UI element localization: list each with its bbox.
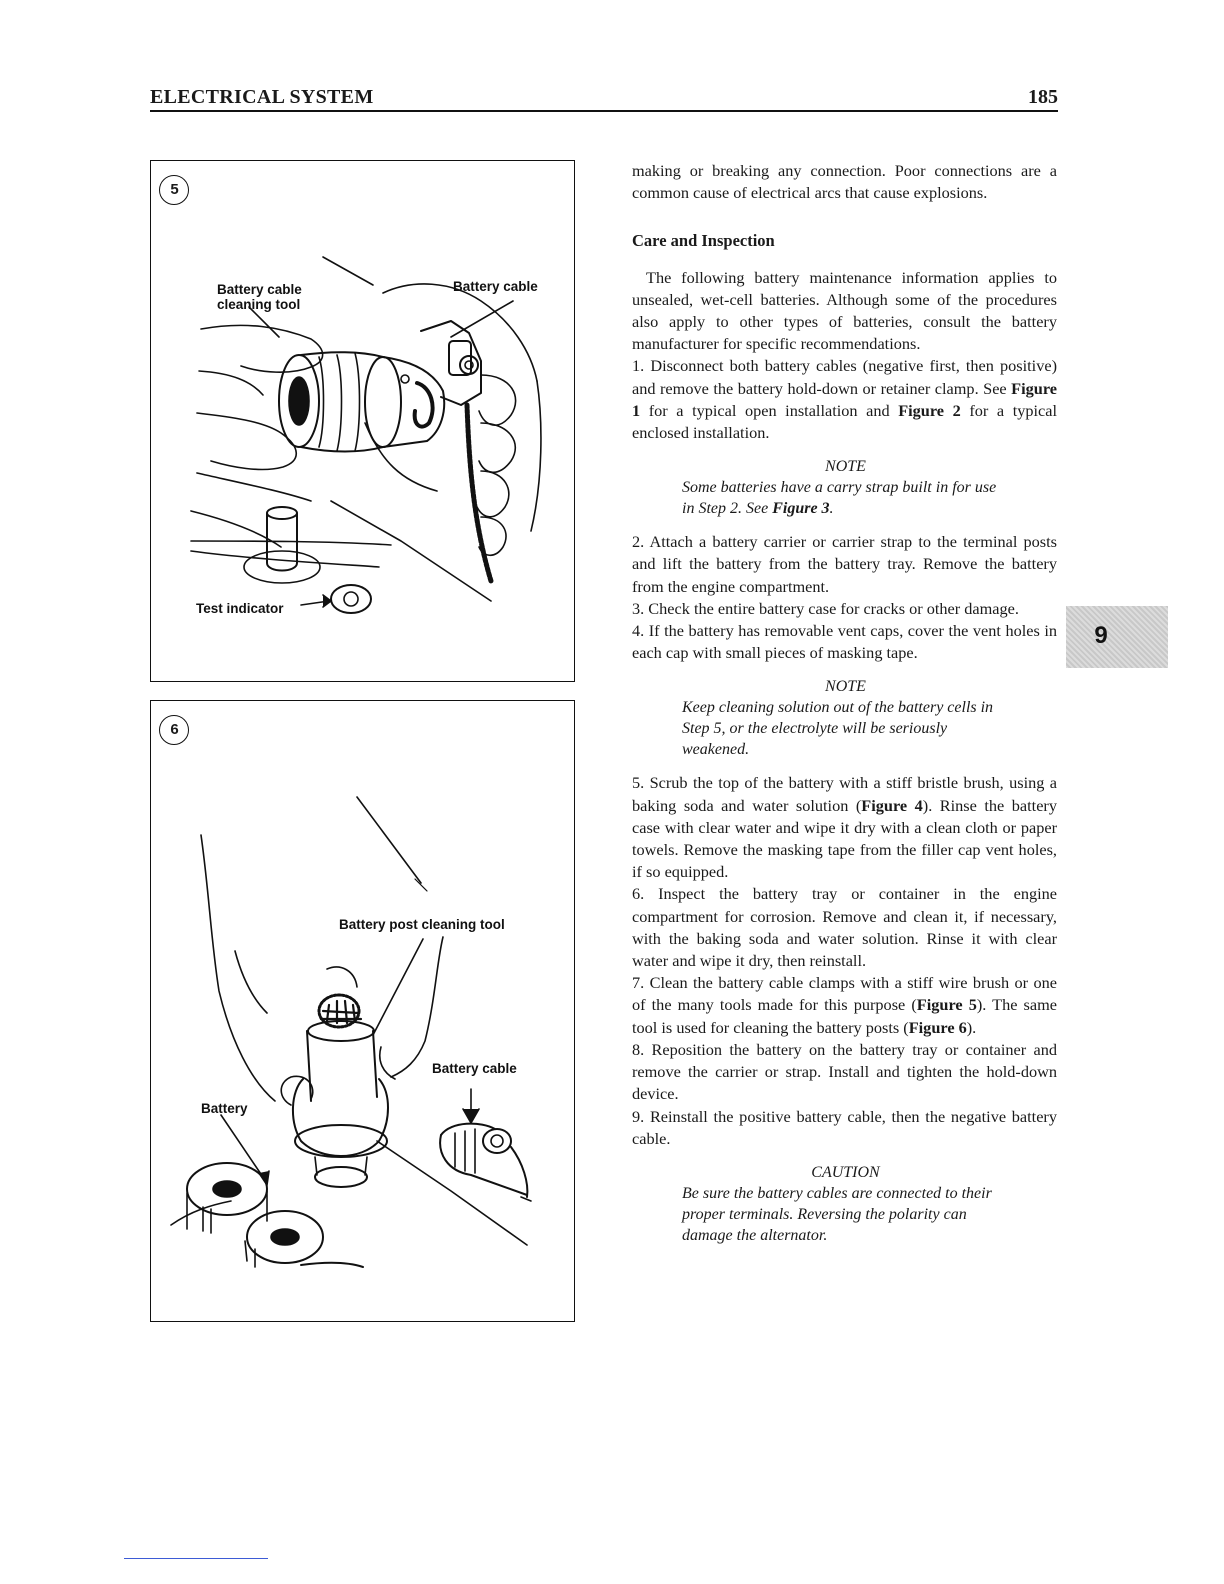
figure-5: [150, 160, 575, 682]
figure-3-ref: Figure 3: [772, 500, 830, 518]
label-test-indicator: Test indicator: [196, 601, 284, 616]
leader-line: [357, 797, 421, 883]
chapter-thumb-tab: [1066, 606, 1168, 668]
step-7-text-a: 7. Clean the battery cable clamps with a stiff wire brush or one of the many tools made for this purpose (: [632, 973, 1057, 1015]
figure-1-ref: Figure 1: [632, 378, 1057, 420]
caution-title: CAUTION: [811, 1163, 880, 1181]
figure-6-ref: Figure 6: [908, 1017, 967, 1037]
figure-number: 6: [170, 721, 179, 738]
leader-line: [323, 257, 373, 285]
paragraph-maintenance: The following battery maintenance information applies to unsealed, wet-cell batteries. Although some of the procedures also apply to other types of batteries, consult the battery manufacturer for specific recommendations.: [632, 267, 1057, 354]
note-1-body: [682, 477, 1009, 519]
step-4: 4. If the battery has removable vent caps, cover the vent holes in each cap with small pieces of masking tape.: [632, 621, 1057, 663]
step-1-text-b: for a typical open installation and: [640, 400, 899, 420]
spacer: [632, 664, 1057, 676]
figure-2-ref: Figure 2: [898, 400, 961, 420]
chapter-number: 9: [1094, 622, 1108, 649]
step-3: 3. Check the entire battery case for cracks or other damage.: [632, 598, 1019, 618]
page-header: [150, 86, 1058, 112]
step-6: 6. Inspect the battery tray or container in the engine compartment for corrosion. Remove and clean it, if necessary, with the baking soda and water solution. Rinse it with clear water and wipe it dry, then reinstall.: [632, 884, 1057, 971]
label-battery-cable: Battery cable: [432, 1061, 517, 1076]
footer-rule: [124, 1558, 268, 1559]
note-2-body: Keep cleaning solution out of the battery cells in Step 5, or the electrolyte will be seriously weakened.: [682, 699, 994, 759]
label-cable-cleaning-tool: Battery cable cleaning tool: [217, 282, 302, 312]
step-8: 8. Reposition the battery on the battery tray or container and remove the carrier or strap. Install and tighten the hold-down device.: [632, 1039, 1057, 1104]
paragraph-intro: making or breaking any connection. Poor connections are a common cause of electrical arcs that cause explosions.: [632, 161, 1057, 203]
step-5-text-a: 5. Scrub the top of the battery with a stiff bristle brush, using a baking soda and water solution (: [632, 773, 1057, 815]
figure-number: 5: [170, 181, 179, 198]
figure-number-badge: [159, 715, 189, 745]
note-2: [682, 676, 1009, 760]
figure-5-ref: Figure 5: [916, 995, 977, 1015]
section-title: ELECTRICAL SYSTEM: [150, 86, 374, 108]
caution-body: Be sure the battery cables are connected to their proper terminals. Reversing the polarity can damage the alternator.: [682, 1184, 992, 1244]
figure-4-ref: Figure 4: [861, 795, 923, 815]
note-1-text-b: .: [829, 500, 834, 518]
note-1-title: NOTE: [825, 458, 866, 476]
step-7: [632, 972, 1057, 1039]
caution: [682, 1162, 1009, 1246]
leader-line: [373, 939, 423, 1035]
label-battery-cable: Battery cable: [453, 279, 538, 294]
step-1: [632, 355, 1057, 444]
page-number: 185: [1028, 86, 1058, 108]
spacer: [632, 444, 1057, 456]
spacer: [632, 1150, 1057, 1162]
figure-6: [150, 700, 575, 1322]
step-9: 9. Reinstall the positive battery cable, then the negative battery cable.: [632, 1106, 1057, 1148]
figure-number-badge: [159, 175, 189, 205]
step-7-text-c: ).: [966, 1017, 977, 1037]
step-7-text-b: ). The same tool is used for cleaning the battery posts (: [632, 995, 1057, 1037]
step-1-text-a: 1. Disconnect both battery cables (negative first, then positive) and remove the battery hold-down or retainer clamp. See: [632, 356, 1057, 398]
step-5-text-b: ). Rinse the battery case with clear water and wipe it dry with a clean cloth or paper towels. Remove the masking tape from the filler cap vent holes, if so equipped.: [632, 795, 1057, 882]
step-1-text-c: for a typical enclosed installation.: [632, 400, 1057, 443]
step-2: 2. Attach a battery carrier or carrier strap to the terminal posts and lift the battery from the battery tray. Remove the battery from the engine compartment.: [632, 532, 1057, 596]
text-column: [632, 160, 1057, 1246]
note-1-text-a: Some batteries have a carry strap built in for use in Step 2. See: [682, 479, 997, 518]
spacer: [632, 519, 1057, 531]
figure-6-illustration: [151, 701, 576, 1323]
label-post-cleaning-tool: Battery post cleaning tool: [339, 917, 505, 932]
section-heading: Care and Inspection: [632, 231, 775, 251]
note-1: [682, 456, 1009, 519]
step-5: [632, 772, 1057, 883]
note-2-title: NOTE: [825, 678, 866, 696]
label-battery: Battery: [201, 1101, 248, 1116]
spacer: [632, 760, 1057, 772]
